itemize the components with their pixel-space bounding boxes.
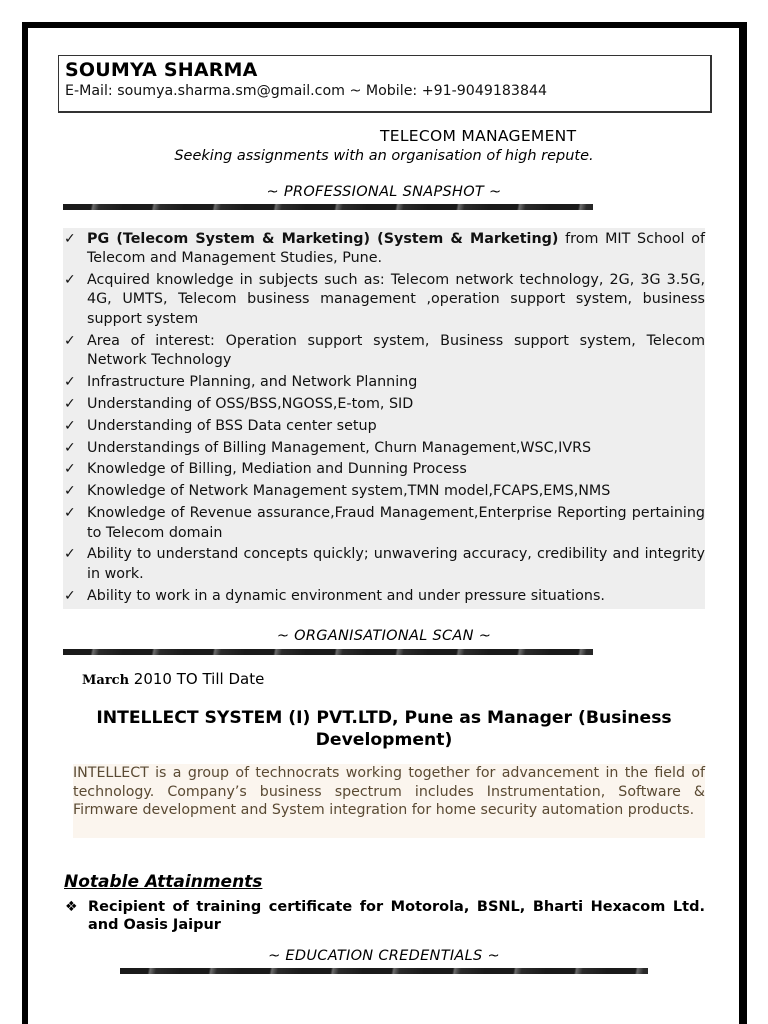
- check-mark-icon: ✓: [64, 461, 76, 478]
- resume-header: [58, 55, 712, 113]
- check-mark-icon: ✓: [64, 417, 76, 434]
- check-mark-icon: ✓: [64, 272, 76, 289]
- check-mark-icon: ✓: [64, 505, 76, 522]
- list-item-text: Knowledge of Revenue assurance,Fraud Management,Enterprise Reporting pertaining to Telecom domain: [87, 505, 705, 541]
- list-item: [63, 271, 705, 329]
- list-item: [63, 395, 705, 414]
- list-item: [63, 230, 705, 269]
- list-item: [63, 439, 705, 458]
- list-item-text: Area of interest: Operation support system, Business support system, Telecom Network Technology: [87, 332, 705, 368]
- check-mark-icon: ✓: [64, 546, 76, 563]
- list-item-text: Understanding of OSS/BSS,NGOSS,E-tom, SID: [87, 395, 414, 412]
- qualification-detail: from MIT School of Telecom and Management Studies, Pune.: [87, 231, 705, 267]
- list-item: [63, 587, 705, 606]
- list-item: [63, 417, 705, 436]
- section-title-organisational-scan: ~ ORGANISATIONAL SCAN ~: [276, 628, 492, 644]
- diamond-bullet-icon: ❖: [65, 899, 78, 915]
- employment-month: March: [82, 673, 130, 688]
- check-mark-icon: ✓: [64, 395, 76, 412]
- section-title-professional-snapshot: ~ PROFESSIONAL SNAPSHOT ~: [266, 184, 502, 200]
- employment-range: 2010 TO Till Date: [129, 670, 265, 688]
- candidate-name: SOUMYA SHARMA: [65, 59, 258, 81]
- attainment-text: Recipient of training certificate for Motorola, BSNL, Bharti Hexacom Ltd. and Oasis Jaipur: [88, 899, 705, 933]
- list-item-text: Knowledge of Billing, Mediation and Dunning Process: [87, 461, 467, 478]
- list-item-text: Ability to work in a dynamic environment and under pressure situations.: [87, 587, 605, 604]
- check-mark-icon: ✓: [64, 332, 76, 349]
- list-item-text: Understanding of BSS Data center setup: [87, 417, 377, 434]
- check-mark-icon: ✓: [64, 373, 76, 390]
- list-item-text: Acquired knowledge in subjects such as: Telecom network technology, 2G, 3G 3.5G, 4G, UMTS, Telecom business management ,operation support system, business support system: [87, 272, 705, 327]
- check-mark-icon: ✓: [64, 587, 76, 604]
- section-divider: [63, 649, 593, 655]
- check-mark-icon: ✓: [64, 231, 76, 247]
- employment-period: [82, 670, 264, 688]
- snapshot-list: [63, 228, 705, 606]
- section-divider: [63, 204, 593, 210]
- list-item: [63, 545, 705, 584]
- list-item: [63, 332, 705, 371]
- professional-snapshot: [63, 228, 705, 609]
- list-item: [64, 898, 705, 934]
- list-item-text: Ability to understand concepts quickly; unwavering accuracy, credibility and integrity in work.: [87, 546, 705, 582]
- contact-info: E-Mail: soumya.sharma.sm@gmail.com ~ Mobile: +91-9049183844: [65, 83, 548, 99]
- attainments-title: Notable Attainments: [64, 872, 263, 892]
- attainments-list: [64, 898, 705, 934]
- check-mark-icon: ✓: [64, 439, 76, 456]
- company-role: INTELLECT SYSTEM (I) PVT.LTD, Pune as Manager (Business Development): [96, 708, 672, 750]
- list-item: [63, 504, 705, 543]
- objective-statement: Seeking assignments with an organisation of high repute.: [174, 148, 594, 164]
- list-item-text: Understandings of Billing Management, Churn Management,WSC,IVRS: [87, 439, 592, 456]
- list-item-text: Infrastructure Planning, and Network Planning: [87, 373, 418, 390]
- list-item-text: Knowledge of Network Management system,TMN model,FCAPS,EMS,NMS: [87, 483, 611, 500]
- list-item: [63, 373, 705, 392]
- section-divider: [120, 968, 648, 974]
- qualification-title: PG (Telecom System & Marketing) (System & Marketing): [87, 231, 559, 247]
- list-item: [63, 460, 705, 479]
- company-description: INTELLECT is a group of technocrats working together for advancement in the field of technology. Company’s business spectrum includes Instrumentation, Software & Firmware development and System integration for home security automation products.: [73, 764, 705, 838]
- headline: TELECOM MANAGEMENT: [380, 127, 577, 145]
- check-mark-icon: ✓: [64, 483, 76, 500]
- section-title-education-credentials: ~ EDUCATION CREDENTIALS ~: [268, 948, 500, 964]
- list-item: [63, 482, 705, 501]
